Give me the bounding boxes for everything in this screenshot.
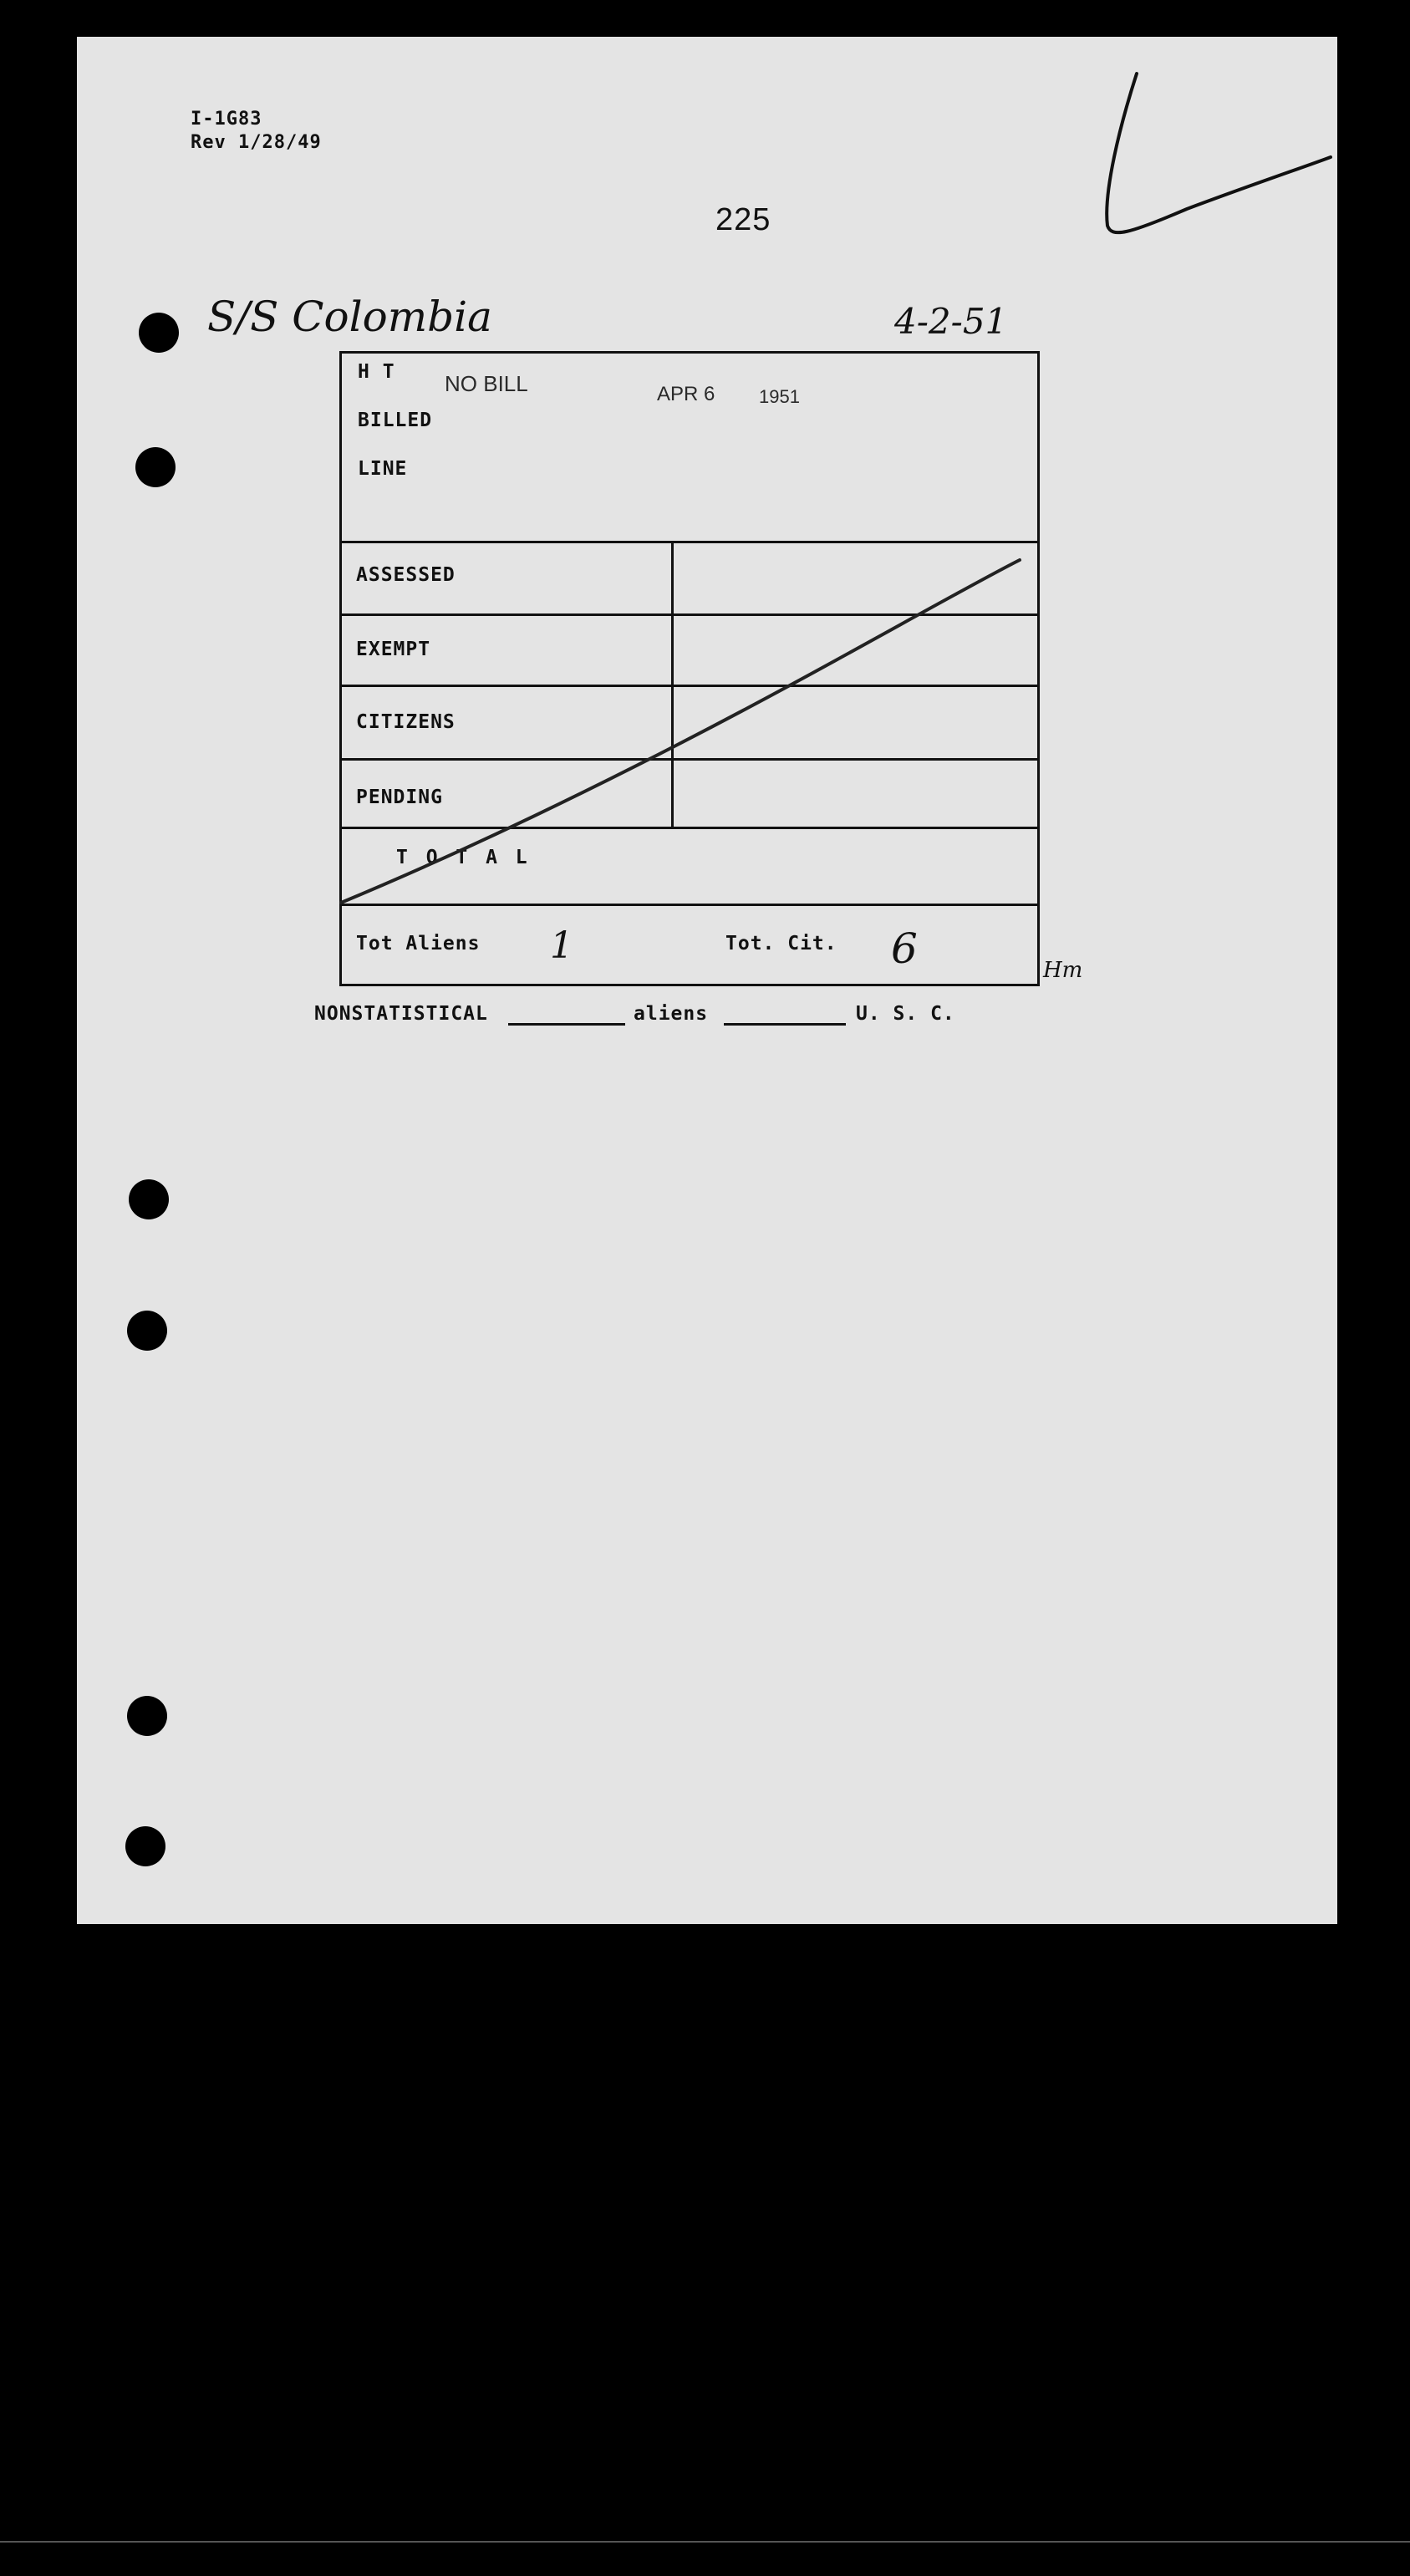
nonstatistical-blank	[508, 1023, 625, 1026]
tot-cit-label: Tot. Cit.	[725, 933, 837, 955]
pending-label: PENDING	[356, 787, 443, 808]
punch-hole	[129, 1179, 169, 1219]
punch-hole	[125, 1826, 165, 1866]
punch-hole	[127, 1311, 167, 1351]
handwritten-date: 4-2-51	[894, 301, 1008, 342]
line-label: LINE	[358, 458, 408, 480]
citizens-label: CITIZENS	[356, 711, 456, 733]
aliens-label: aliens	[634, 1003, 709, 1025]
total-label: T O T A L	[396, 847, 531, 868]
aliens-blank	[724, 1023, 846, 1026]
tot-cit-value: 6	[891, 924, 918, 973]
usc-label: U. S. C.	[856, 1003, 955, 1025]
date-stamp: APR 6	[657, 383, 715, 405]
form-code: I-1G83	[191, 109, 262, 130]
ht-label: H T	[358, 361, 395, 383]
no-bill-stamp: NO BILL	[445, 371, 528, 396]
tot-aliens-label: Tot Aliens	[356, 933, 481, 955]
year-stamp: 1951	[759, 386, 800, 407]
tot-aliens-value: 1	[550, 924, 573, 967]
exempt-label: EXEMPT	[356, 639, 431, 660]
page-number: 225	[715, 202, 771, 237]
billed-label: BILLED	[358, 410, 433, 431]
scan-edge-line	[0, 2541, 1410, 2543]
nonstatistical-label: NONSTATISTICAL	[314, 1003, 488, 1025]
initials: Hm	[1043, 958, 1083, 983]
ship-name: S/S Colombia	[207, 293, 492, 341]
punch-hole	[127, 1696, 167, 1736]
cancel-line	[0, 0, 1410, 1003]
form-revision: Rev 1/28/49	[191, 132, 322, 153]
assessed-label: ASSESSED	[356, 564, 456, 586]
